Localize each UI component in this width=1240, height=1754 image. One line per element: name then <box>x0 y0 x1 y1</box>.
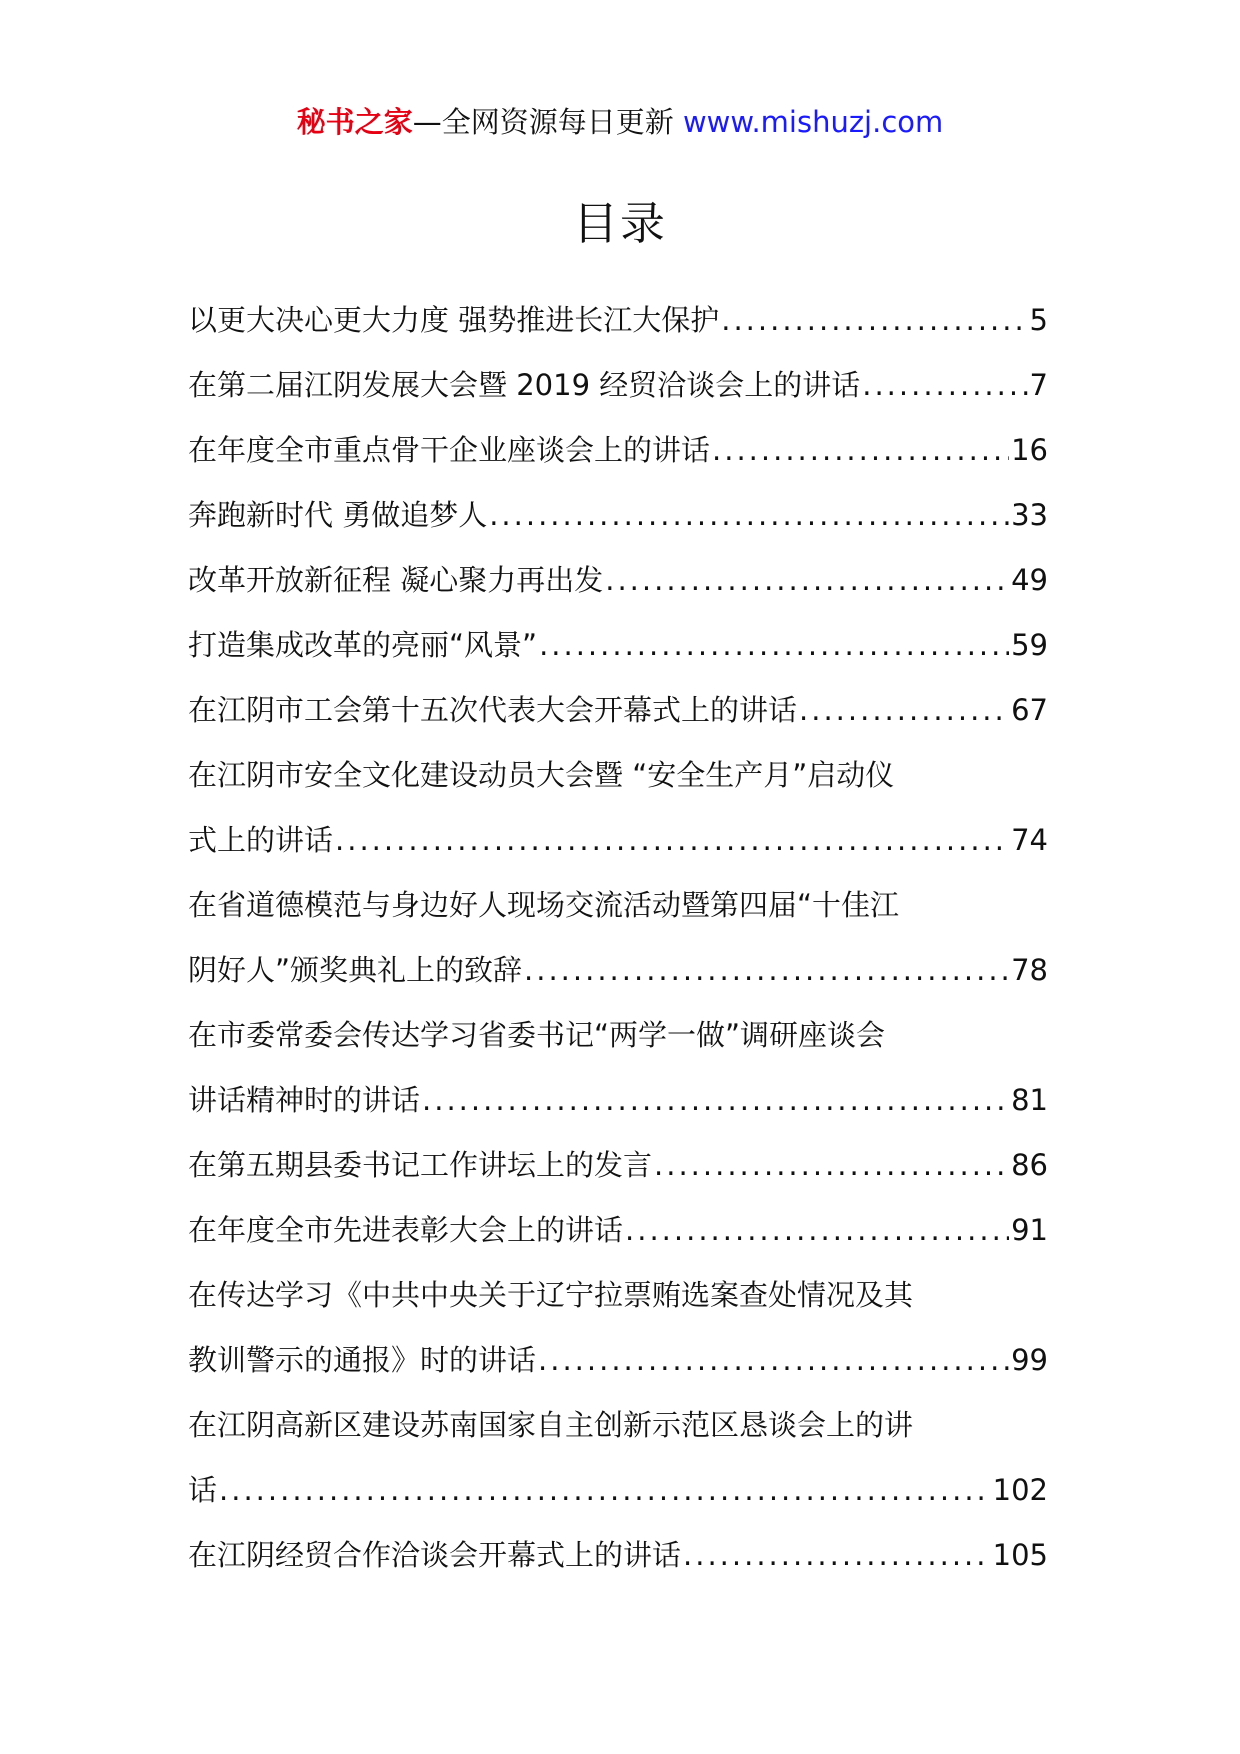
toc-entry[interactable] <box>188 1198 1048 1263</box>
dot-leader <box>489 483 1009 548</box>
toc-entry-title: 在江阴市工会第十五次代表大会开幕式上的讲话 <box>188 693 798 727</box>
toc-entry-title: 在传达学习《中共中央关于辽宁拉票贿选案查处情况及其 <box>188 1278 914 1312</box>
toc-entry-line <box>188 1523 1048 1588</box>
toc-page-number: 105 <box>992 1538 1048 1572</box>
toc-entry[interactable] <box>188 1523 1048 1588</box>
toc-entry-line <box>188 1003 1048 1068</box>
dot-leader <box>538 1328 1009 1393</box>
toc-page-number: 7 <box>1029 368 1048 402</box>
toc-entry-title: 在市委常委会传达学习省委书记“两学一做”调研座谈会 <box>188 1018 886 1052</box>
toc-entry-title: 在江阴经贸合作洽谈会开幕式上的讲话 <box>188 1538 682 1572</box>
toc-entry-line <box>188 1133 1048 1198</box>
toc-entry-line <box>188 353 1048 418</box>
toc-entry-line <box>188 1198 1048 1263</box>
toc-entry[interactable] <box>188 288 1048 353</box>
toc-entry[interactable] <box>188 743 1048 873</box>
toc-entry-line <box>188 1263 1048 1328</box>
toc-entry-title: 式上的讲话 <box>188 823 334 857</box>
toc-entry[interactable] <box>188 1133 1048 1198</box>
toc-page-number: 59 <box>1011 628 1048 662</box>
toc-page-number: 91 <box>1011 1213 1048 1247</box>
dot-leader <box>422 1068 1009 1133</box>
toc-page-number: 16 <box>1011 433 1048 467</box>
table-of-contents <box>188 288 1048 1588</box>
dot-leader <box>862 353 1027 418</box>
toc-entry-title: 教训警示的通报》时的讲话 <box>188 1343 537 1377</box>
dot-leader <box>799 678 1009 743</box>
toc-entry-line <box>188 938 1048 1003</box>
site-header <box>0 100 1240 144</box>
toc-entry-title: 在省道德模范与身边好人现场交流活动暨第四届“十佳江 <box>188 888 900 922</box>
dot-leader <box>219 1458 991 1523</box>
toc-page-number: 67 <box>1011 693 1048 727</box>
toc-entry[interactable] <box>188 678 1048 743</box>
toc-entry[interactable] <box>188 483 1048 548</box>
toc-entry-line <box>188 483 1048 548</box>
toc-entry[interactable] <box>188 1263 1048 1393</box>
toc-entry-title: 在第二届江阴发展大会暨 2019 经贸洽谈会上的讲话 <box>188 368 861 402</box>
toc-entry[interactable] <box>188 548 1048 613</box>
toc-entry-title: 打造集成改革的亮丽“风景” <box>188 628 538 662</box>
dot-leader <box>654 1133 1009 1198</box>
toc-entry-line <box>188 808 1048 873</box>
toc-entry-title: 在年度全市先进表彰大会上的讲话 <box>188 1213 624 1247</box>
toc-entry-line <box>188 678 1048 743</box>
toc-page-number: 99 <box>1011 1343 1048 1377</box>
toc-page-number: 49 <box>1011 563 1048 597</box>
toc-entry-line <box>188 1393 1048 1458</box>
toc-entry-title: 阴好人”颁奖典礼上的致辞 <box>188 953 523 987</box>
toc-entry-line <box>188 613 1048 678</box>
dot-leader <box>335 808 1009 873</box>
dot-leader <box>683 1523 991 1588</box>
toc-entry[interactable] <box>188 873 1048 1003</box>
toc-entry[interactable] <box>188 353 1048 418</box>
toc-entry-title: 话 <box>188 1473 218 1507</box>
dot-leader <box>721 288 1027 353</box>
toc-entry-title: 奔跑新时代 勇做追梦人 <box>188 498 488 532</box>
toc-page-number: 5 <box>1029 303 1048 337</box>
toc-entry-line <box>188 873 1048 938</box>
dot-leader <box>524 938 1009 1003</box>
slogan: —全网资源每日更新 <box>412 105 674 139</box>
toc-entry-title: 改革开放新征程 凝心聚力再出发 <box>188 563 604 597</box>
brand-name: 秘书之家 <box>296 105 413 139</box>
toc-entry[interactable] <box>188 1003 1048 1133</box>
site-url-link[interactable]: www.mishuzj.com <box>682 105 944 139</box>
dot-leader <box>539 613 1009 678</box>
toc-entry-line <box>188 743 1048 808</box>
dot-leader <box>605 548 1009 613</box>
toc-entry-title: 讲话精神时的讲话 <box>188 1083 421 1117</box>
toc-entry[interactable] <box>188 613 1048 678</box>
toc-entry-title: 在年度全市重点骨干企业座谈会上的讲话 <box>188 433 711 467</box>
toc-page-number: 81 <box>1011 1083 1048 1117</box>
toc-page-number: 74 <box>1011 823 1048 857</box>
toc-entry-title: 在江阴高新区建设苏南国家自主创新示范区恳谈会上的讲 <box>188 1408 914 1442</box>
toc-entry-line <box>188 1068 1048 1133</box>
toc-page-number: 102 <box>992 1473 1048 1507</box>
toc-title: 目录 <box>572 197 667 250</box>
toc-page-number: 86 <box>1011 1148 1048 1182</box>
toc-entry[interactable] <box>188 1393 1048 1523</box>
toc-entry[interactable] <box>188 418 1048 483</box>
toc-entry-title: 以更大决心更大力度 强势推进长江大保护 <box>188 303 720 337</box>
toc-entry-title: 在第五期县委书记工作讲坛上的发言 <box>188 1148 653 1182</box>
toc-entry-title: 在江阴市安全文化建设动员大会暨 “安全生产月”启动仪 <box>188 758 895 792</box>
toc-page-number: 33 <box>1011 498 1048 532</box>
toc-entry-line <box>188 1458 1048 1523</box>
toc-entry-line <box>188 288 1048 353</box>
toc-entry-line <box>188 418 1048 483</box>
dot-leader <box>712 418 1009 483</box>
toc-entry-line <box>188 1328 1048 1393</box>
toc-page-number: 78 <box>1011 953 1048 987</box>
dot-leader <box>625 1198 1009 1263</box>
toc-entry-line <box>188 548 1048 613</box>
